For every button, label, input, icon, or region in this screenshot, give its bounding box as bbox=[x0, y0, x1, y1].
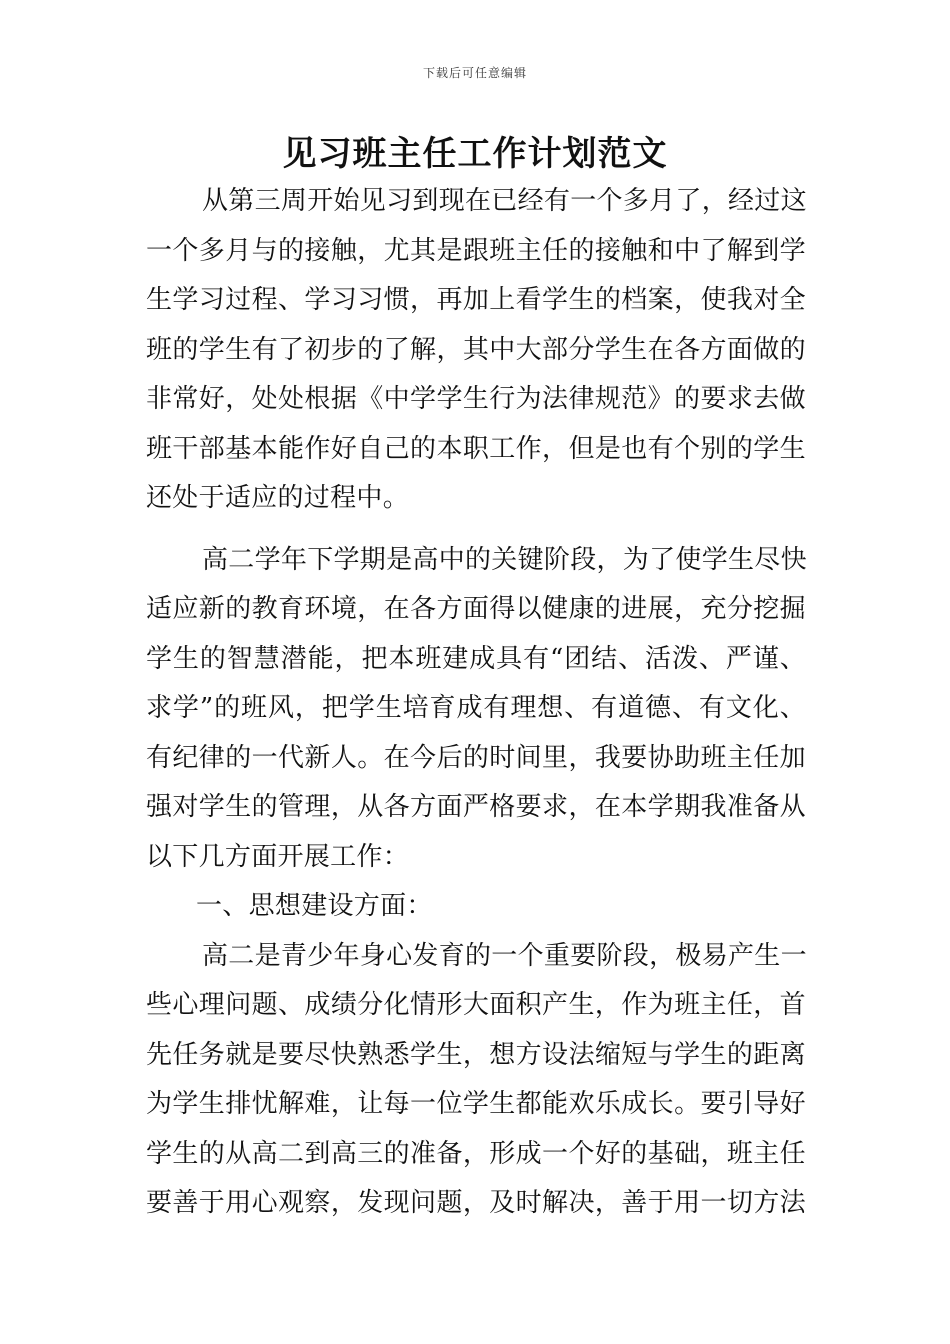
text-line: 学生的从高二到高三的准备，形成一个好的基础，班主任 bbox=[146, 1138, 806, 1169]
text-line: 求学”的班风，把学生培育成有理想、有道德、有文化、 bbox=[146, 693, 806, 723]
text-line: 从第三周开始见习到现在已经有一个多月了，经过这 bbox=[202, 186, 807, 216]
section-heading-1 bbox=[146, 882, 806, 932]
header-note: 下载后可任意编辑 bbox=[422, 66, 527, 80]
text-line: 班的学生有了初步的了解，其中大部分学生在各方面做的 bbox=[146, 334, 806, 365]
text-line: 学生的智慧潜能，把本班建成具有“团结、活泼、严谨、 bbox=[146, 643, 806, 674]
text-line: 以下几方面开展工作： bbox=[146, 841, 410, 872]
text-line: 为学生排忧解难，让每一位学生都能欢乐成长。要引导好 bbox=[146, 1089, 806, 1119]
paragraph-2 bbox=[146, 536, 806, 883]
text-line: 生学习过程、学习习惯，再加上看学生的档案，使我对全 bbox=[146, 285, 806, 315]
document-title: 见习班主任工作计划范文 bbox=[282, 134, 668, 174]
text-line: 强对学生的管理，从各方面严格要求，在本学期我准备从 bbox=[146, 792, 806, 822]
text-line: 班干部基本能作好自己的本职工作，但是也有个别的学生 bbox=[146, 433, 806, 464]
section-heading: 一、思想建设方面： bbox=[196, 891, 433, 921]
text-line: 非常好，处处根据《中学学生行为法律规范》的要求去做 bbox=[146, 384, 806, 414]
document-body bbox=[146, 177, 806, 1229]
text-line: 一个多月与的接触，尤其是跟班主任的接触和中了解到学 bbox=[146, 235, 806, 266]
paragraph-1 bbox=[146, 177, 806, 524]
text-line: 要善于用心观察，发现问题，及时解决，善于用一切方法 bbox=[146, 1188, 806, 1218]
paragraph-3 bbox=[146, 932, 806, 1229]
text-line: 有纪律的一代新人。在今后的时间里，我要协助班主任加 bbox=[146, 742, 806, 773]
paragraph-gap bbox=[146, 524, 806, 536]
text-line: 高二学年下学期是高中的关键阶段，为了使学生尽快 bbox=[202, 544, 807, 575]
text-line: 些心理问题、成绩分化情形大面积产生，作为班主任，首 bbox=[146, 990, 806, 1020]
text-line: 先任务就是要尽快熟悉学生，想方设法缩短与学生的距离 bbox=[146, 1039, 806, 1070]
text-line: 高二是青少年身心发育的一个重要阶段，极易产生一 bbox=[202, 940, 807, 971]
text-line: 适应新的教育环境，在各方面得以健康的进展，充分挖掘 bbox=[146, 594, 806, 624]
text-line: 还处于适应的过程中。 bbox=[146, 483, 410, 513]
